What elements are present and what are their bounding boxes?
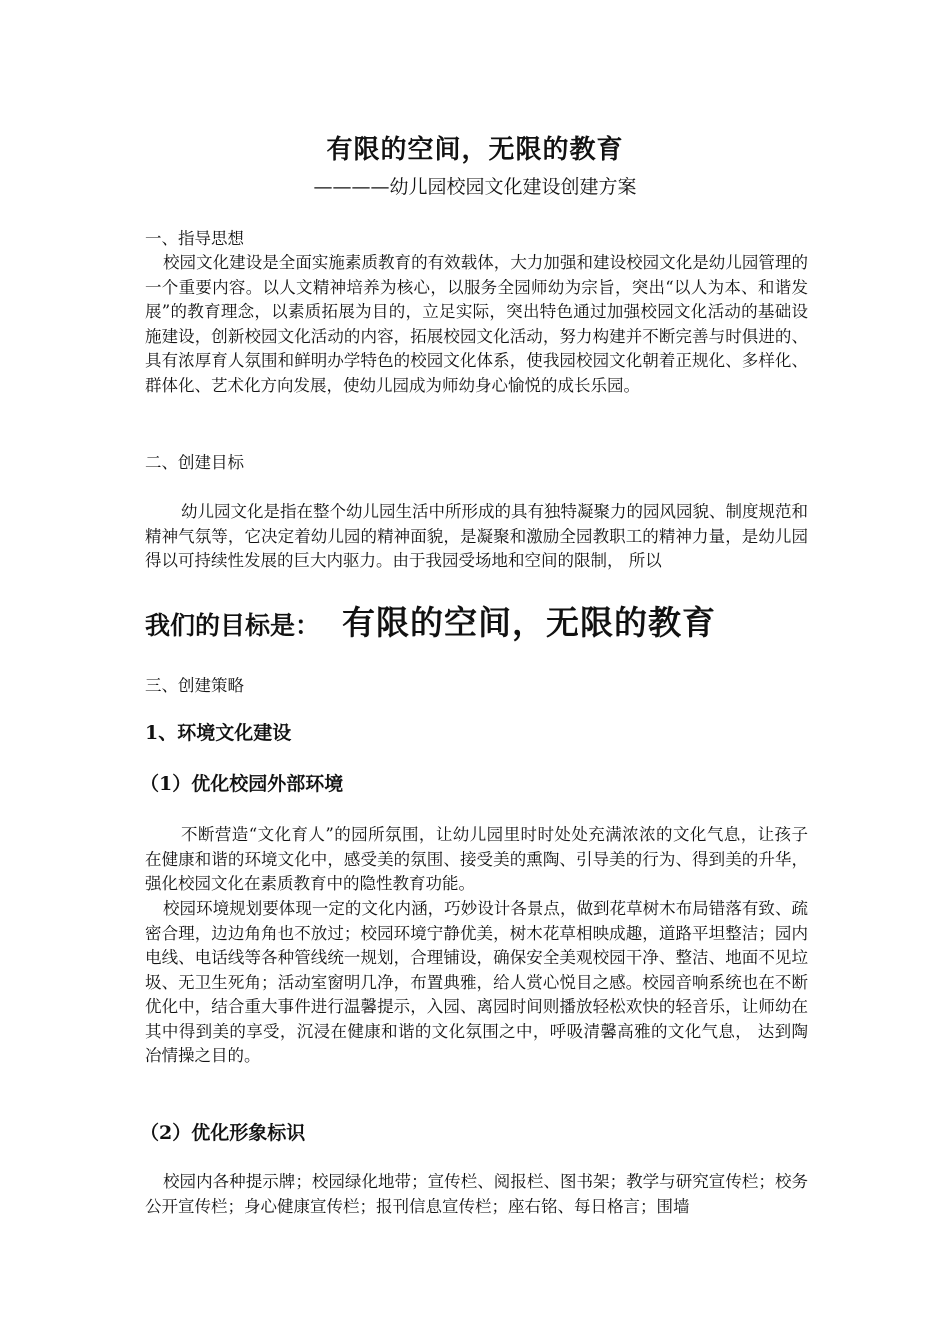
document-subtitle: ————幼儿园校园文化建设创建方案	[313, 176, 637, 198]
goal-lead: 我们的目标是：	[145, 611, 321, 640]
section-heading-strategy: 三、创建策略	[145, 676, 244, 695]
paragraph-cultural-atmosphere: 不断营造“文化育人”的园所氛围，让幼儿园里时时处处充满浓浓的文化气息，让孩子在健康和谐的环境文化中，感受美的氛围、接受美的熏陶、引导美的行为、得到美的升华， 强化校园文化在素质教育中的隐性教育功能。	[145, 825, 808, 893]
document-title: 有限的空间，无限的教育	[326, 135, 624, 165]
section-heading-goals: 二、创建目标	[145, 453, 244, 472]
subheading-optimize-external-environment: （1）优化校园外部环境	[140, 773, 344, 795]
paragraph-campus-planning: 校园环境规划要体现一定的文化内涵，巧妙设计各景点，做到花草树木布局错落有致、疏密合理，边边角角也不放过；校园环境宁静优美，树木花草相映成趣，道路平坦整洁；园内电线、电话线等各种管线统一规划，合理铺设，确保安全美观校园干净、整洁、地面不见垃圾、无卫生死角；活动室窗明几净，布置典雅，给人赏心悦目之感。校园音响系统也在不断优化中，结合重大事件进行温馨提示，入园、离园时间则播放轻松欢快的轻音乐，让师幼在其中得到美的享受，沉浸在健康和谐的文化氛围之中，呼吸清馨高雅的文化气息， 达到陶冶情操之目的。	[145, 899, 808, 1065]
goal-text: 有限的空间，无限的教育	[342, 603, 717, 642]
goal-statement	[145, 598, 716, 654]
paragraph-guiding-ideology: 校园文化建设是全面实施素质教育的有效载体，大力加强和建设校园文化是幼儿园管理的一个重要内容。以人文精神培养为核心，以服务全园师幼为宗旨，突出“以人为本、和谐发展”的教育理念，以素质拓展为目的，立足实际，突出特色通过加强校园文化活动的基础设施建设，创新校园文化活动的内容，拓展校园文化活动，努力构建并不断完善与时俱进的、具有浓厚育人氛围和鲜明办学特色的校园文化体系，使我园校园文化朝着正规化、多样化、群体化、艺术化方向发展，使幼儿园成为师幼身心愉悦的成长乐园。	[145, 253, 808, 395]
subheading-environment-culture: 1、环境文化建设	[145, 722, 292, 744]
paragraph-image-signage: 校园内各种提示牌；校园绿化地带；宣传栏、阅报栏、图书架；教学与研究宣传栏；校务公开宣传栏；身心健康宣传栏；报刊信息宣传栏；座右铭、每日格言；围墙	[145, 1172, 808, 1216]
section-heading-guiding-ideology: 一、指导思想	[145, 229, 244, 248]
subheading-optimize-image-signage: （2）优化形象标识	[140, 1122, 306, 1144]
paragraph-goals: 幼儿园文化是指在整个幼儿园生活中所形成的具有独特凝聚力的园风园貌、制度规范和精神气氛等，它决定着幼儿园的精神面貌，是凝聚和激励全园教职工的精神力量，是幼儿园得以可持续性发展的巨大内驱力。由于我园受场地和空间的限制， 所以	[145, 502, 808, 570]
